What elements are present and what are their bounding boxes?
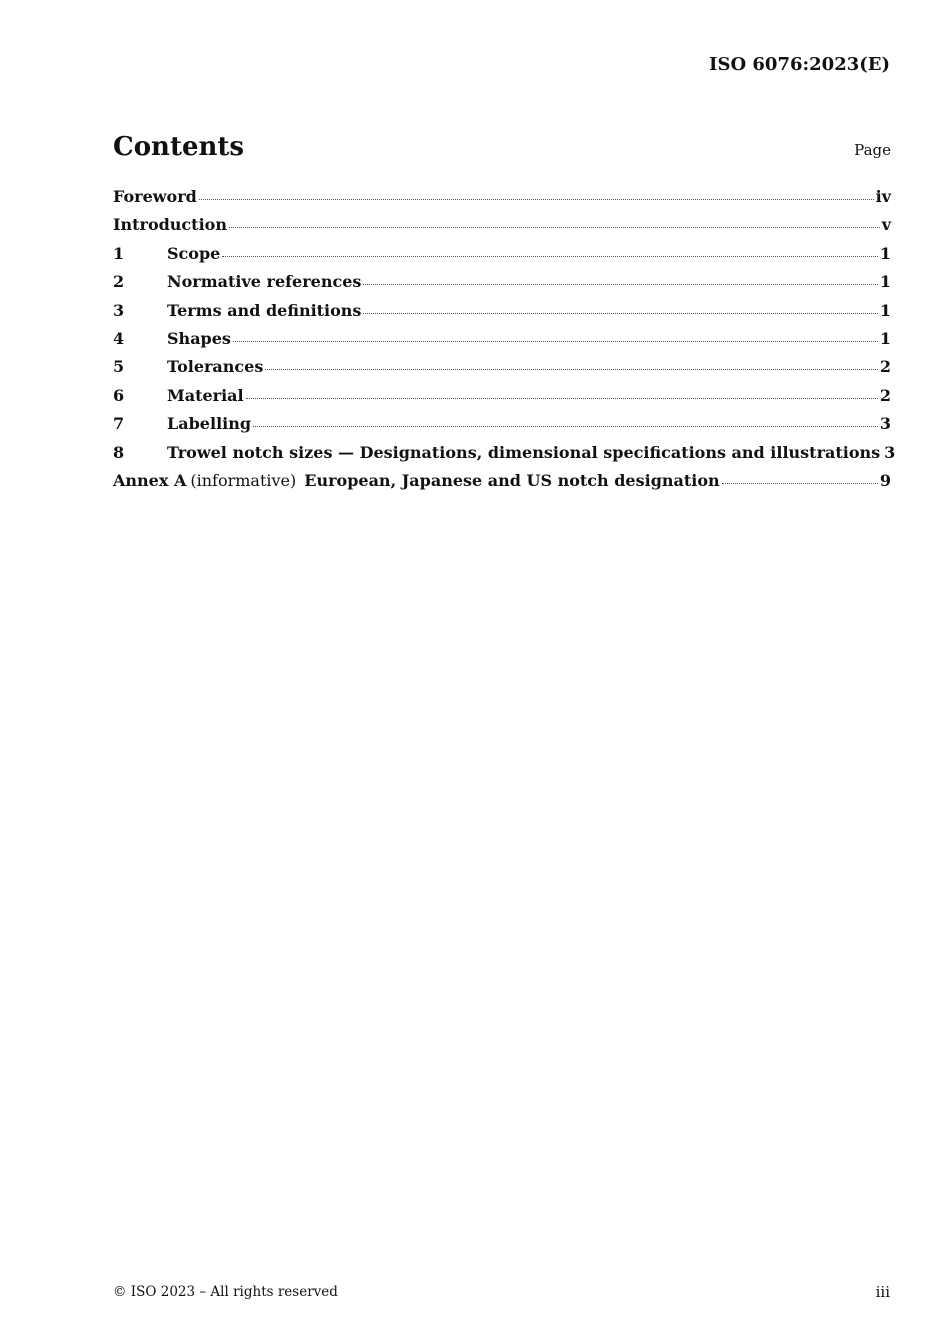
page-column-label: Page — [854, 141, 891, 159]
toc-dot-leader — [246, 394, 878, 399]
toc-entry-number: 3 — [113, 300, 125, 320]
toc-entry-terms-and-definitions[interactable] — [113, 297, 891, 325]
standard-identifier: ISO 6076:2023(E) — [709, 54, 890, 75]
toc-entry-shapes[interactable] — [113, 325, 891, 353]
table-of-contents — [113, 183, 896, 495]
toc-dot-leader — [363, 309, 877, 314]
toc-entry-normative-references[interactable] — [113, 268, 891, 296]
toc-entry-page: 9 — [879, 470, 891, 490]
toc-dot-leader — [265, 365, 878, 370]
toc-entry-number: 5 — [113, 357, 125, 377]
toc-entry-annex-a[interactable] — [113, 467, 891, 495]
copyright-notice: © ISO 2023 – All rights reserved — [113, 1284, 338, 1300]
toc-entry-labelling[interactable] — [113, 410, 891, 438]
toc-entry-title: Trowel notch sizes — Designations, dimensional specifications and illustrations — [167, 442, 881, 462]
toc-entry-page: 3 — [884, 442, 896, 462]
annex-title: European, Japanese and US notch designation — [304, 470, 720, 490]
toc-entry-title: Material — [167, 385, 244, 405]
toc-entry-title: Tolerances — [167, 357, 264, 377]
toc-entry-page: iv — [875, 187, 891, 206]
toc-entry-introduction[interactable] — [113, 211, 891, 239]
toc-entry-page: 2 — [879, 385, 891, 405]
toc-entry-page: 1 — [879, 243, 891, 263]
toc-dot-leader — [229, 223, 880, 228]
toc-entry-title: Normative references — [167, 272, 362, 292]
annex-label: Annex A — [113, 470, 187, 490]
toc-dot-leader — [722, 479, 878, 484]
toc-entry-title: Scope — [167, 243, 221, 263]
contents-heading-row — [113, 132, 891, 162]
toc-entry-tolerances[interactable] — [113, 353, 891, 381]
toc-entry-page: 1 — [879, 328, 891, 348]
toc-entry-foreword[interactable] — [113, 183, 891, 211]
toc-entry-page: v — [881, 215, 891, 235]
toc-entry-title: Foreword — [113, 187, 197, 206]
toc-entry-number: 8 — [113, 442, 125, 462]
toc-dot-leader — [253, 422, 878, 427]
toc-entry-number: 4 — [113, 328, 125, 348]
toc-dot-leader — [222, 252, 878, 257]
toc-entry-page: 3 — [879, 414, 891, 434]
toc-entry-trowel-notch-sizes[interactable] — [113, 439, 896, 467]
contents-title: Contents — [113, 132, 245, 162]
toc-entry-number: 6 — [113, 385, 125, 405]
toc-entry-number: 7 — [113, 414, 125, 434]
toc-entry-number: 1 — [113, 243, 125, 263]
toc-entry-page: 1 — [879, 300, 891, 320]
toc-dot-leader — [233, 337, 878, 342]
toc-entry-title: Labelling — [167, 414, 252, 434]
toc-entry-number: 2 — [113, 272, 125, 292]
annex-informative-note: (informative) — [190, 470, 297, 490]
toc-entry-title: Shapes — [167, 328, 231, 348]
toc-entry-material[interactable] — [113, 382, 891, 410]
toc-entry-title: Introduction — [113, 215, 227, 235]
toc-entry-page: 2 — [879, 357, 891, 377]
page-number: iii — [875, 1283, 890, 1301]
toc-entry-page: 1 — [879, 272, 891, 292]
toc-entry-scope[interactable] — [113, 240, 891, 268]
toc-dot-leader — [199, 195, 874, 200]
toc-dot-leader — [363, 280, 877, 285]
toc-entry-title: Terms and definitions — [167, 300, 362, 320]
